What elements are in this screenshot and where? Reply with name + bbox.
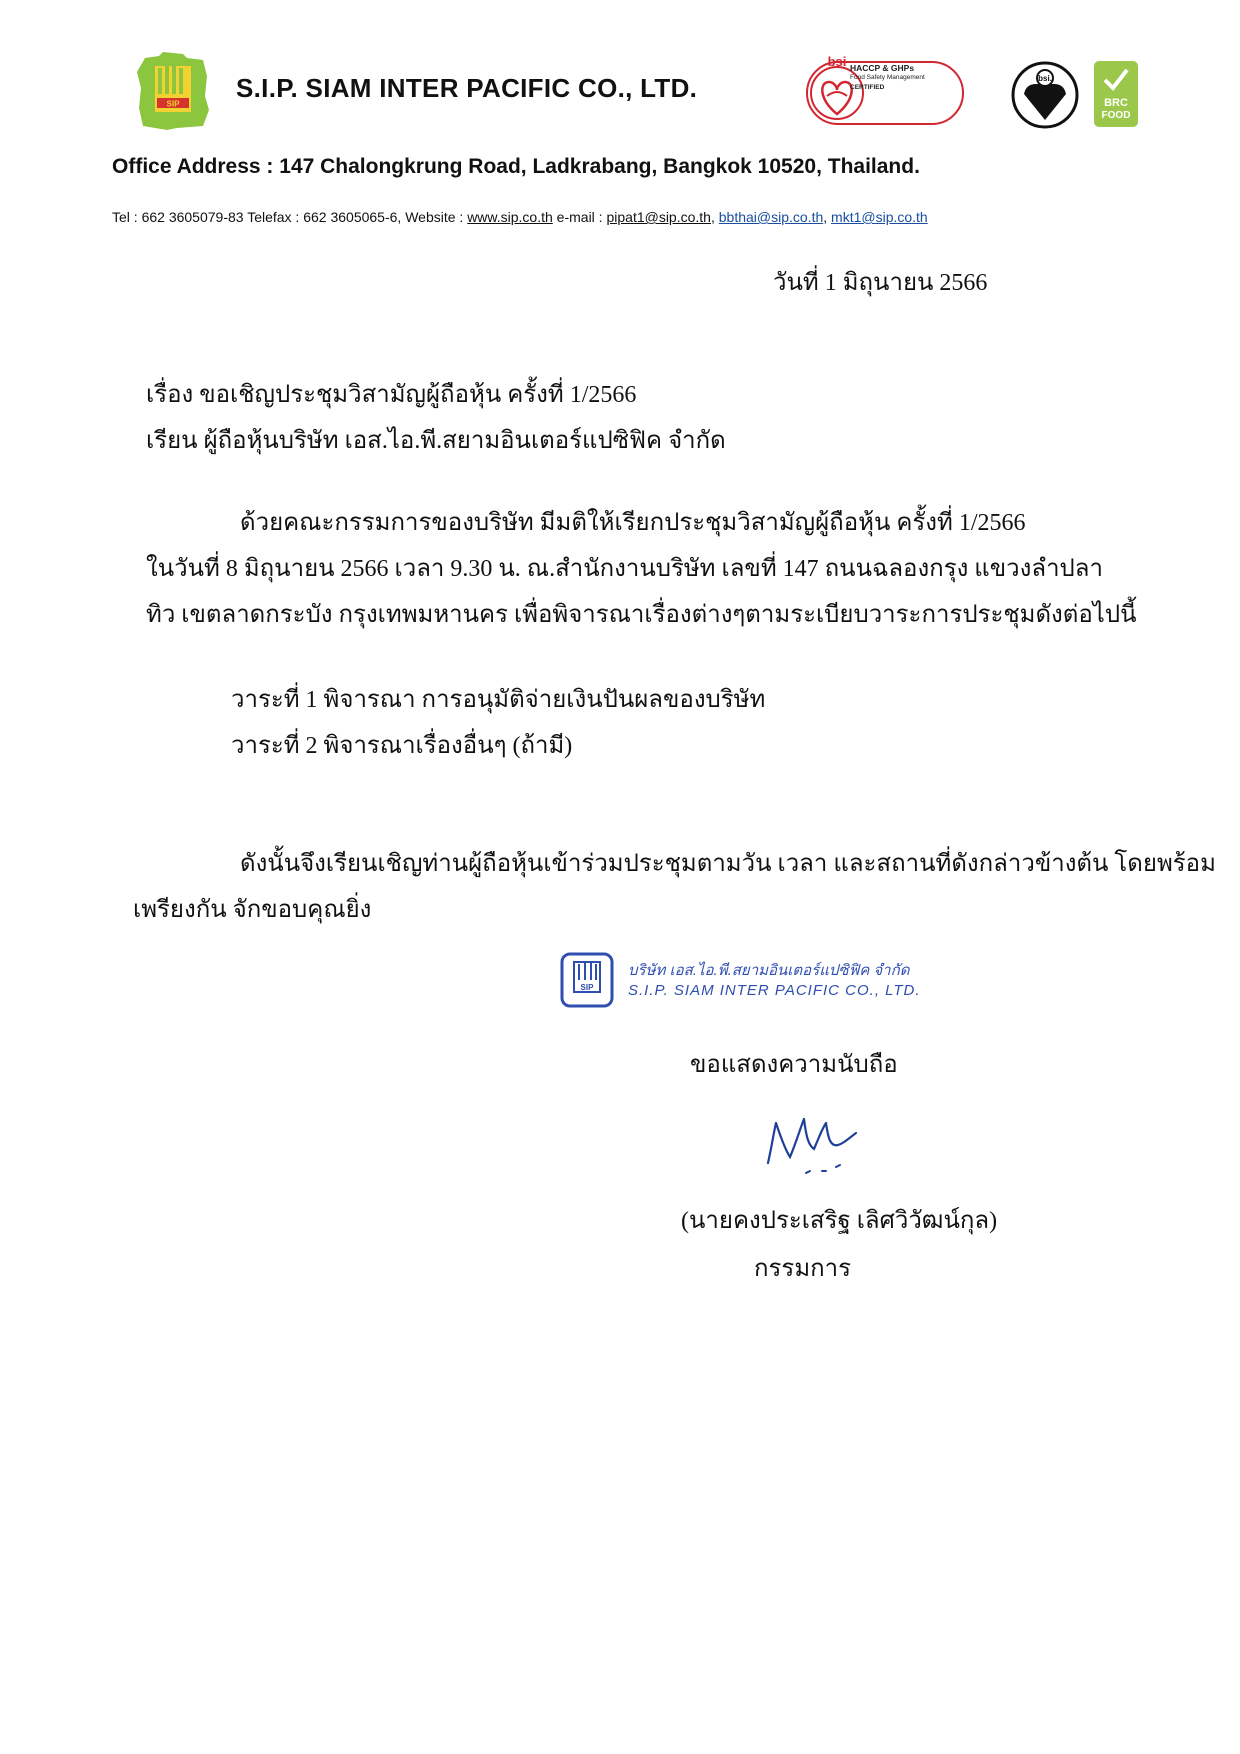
svg-text:SIP: SIP (580, 983, 594, 992)
bsi-cert-title: HACCP & GHPs (850, 63, 915, 73)
contact-line: Tel : 662 3605079-83 Telefax : 662 3605065-6, Website : www.sip.co.th e-mail : pipat1@sip.co.th, bbthai@sip.co.th, mkt1@sip.co.th (112, 209, 928, 225)
body-paragraph-2-line-2: เพรียงกัน จักขอบคุณยิ่ง (133, 897, 372, 923)
bsi-brand: bsi (827, 54, 847, 69)
letter-salutation: เรียน ผู้ถือหุ้นบริษัท เอส.ไอ.พี.สยามอินเตอร์แปซิฟิค จำกัด (146, 428, 726, 454)
email-label: e-mail : (556, 209, 603, 225)
body-paragraph-2-line-1: ดังนั้นจึงเรียนเชิญท่านผู้ถือหุ้นเข้าร่วมประชุมตามวัน เวลา และสถานที่ดังกล่าวข้างต้น โดยพร้อม (240, 851, 1216, 877)
email-link-bbthai[interactable]: bbthai@sip.co.th (718, 209, 824, 225)
letter-subject: เรื่อง ขอเชิญประชุมวิสามัญผู้ถือหุ้น ครั้งที่ 1/2566 (146, 382, 637, 408)
email-link-pipat[interactable]: pipat1@sip.co.th (606, 209, 711, 225)
bsi-kitemark-icon (1010, 60, 1080, 130)
letter-date: วันที่ 1 มิถุนายน 2566 (773, 270, 988, 296)
email-link-mkt[interactable]: mkt1@sip.co.th (831, 209, 928, 225)
signature-icon (760, 1105, 870, 1185)
bsi-cert-text (850, 64, 954, 93)
bsi-cert-certified: CERTIFIED (850, 84, 885, 91)
signer-position: กรรมการ (754, 1256, 852, 1282)
svg-text:FOOD: FOOD (1101, 110, 1131, 121)
website-link[interactable]: www.sip.co.th (467, 209, 553, 225)
tel-fax-text: Tel : 662 3605079-83 Telefax : 662 3605065-6, Website : (112, 209, 464, 225)
signer-name: (นายคงประเสริฐ เลิศวิวัฒน์กุล) (681, 1208, 998, 1234)
office-address: Office Address : 147 Chalongkrung Road, Ladkrabang, Bangkok 10520, Thailand. (112, 155, 920, 178)
stamp-english-text: S.I.P. SIAM INTER PACIFIC CO., LTD. (628, 982, 921, 999)
agenda-item-1: วาระที่ 1 พิจารณา การอนุมัติจ่ายเงินปันผลของบริษัท (231, 687, 766, 713)
stamp-thai-text: บริษัท เอส.ไอ.พี.สยามอินเตอร์แปซิฟิค จำกัด (628, 962, 910, 979)
kitemark-text: bsi. (1038, 74, 1052, 83)
bsi-cert-subtitle: Food Safety Management (850, 73, 925, 81)
logo-text: SIP (166, 99, 180, 109)
stamp-logo-icon (560, 950, 614, 1010)
agenda-item-2: วาระที่ 2 พิจารณาเรื่องอื่นๆ (ถ้ามี) (231, 733, 573, 759)
body-paragraph-1-line-3: ทิว เขตลาดกระบัง กรุงเทพมหานคร เพื่อพิจารณาเรื่องต่างๆตามระเบียบวาระการประชุมดังต่อไปนี้ (146, 602, 1137, 628)
brc-food-certificate-icon (1093, 60, 1139, 128)
company-name: S.I.P. SIAM INTER PACIFIC CO., LTD. (236, 73, 698, 103)
body-paragraph-1-line-1: ด้วยคณะกรรมการของบริษัท มีมติให้เรียกประชุมวิสามัญผู้ถือหุ้น ครั้งที่ 1/2566 (240, 510, 1026, 536)
body-paragraph-1-line-2: ในวันที่ 8 มิถุนายน 2566 เวลา 9.30 น. ณ.สำนักงานบริษัท เลขที่ 147 ถนนฉลองกรุง แขวงลำปลา (146, 556, 1103, 582)
sip-logo-icon (137, 52, 209, 130)
letter-closing: ขอแสดงความนับถือ (690, 1052, 898, 1078)
svg-text:BRC: BRC (1104, 97, 1128, 109)
company-stamp (560, 950, 940, 1022)
